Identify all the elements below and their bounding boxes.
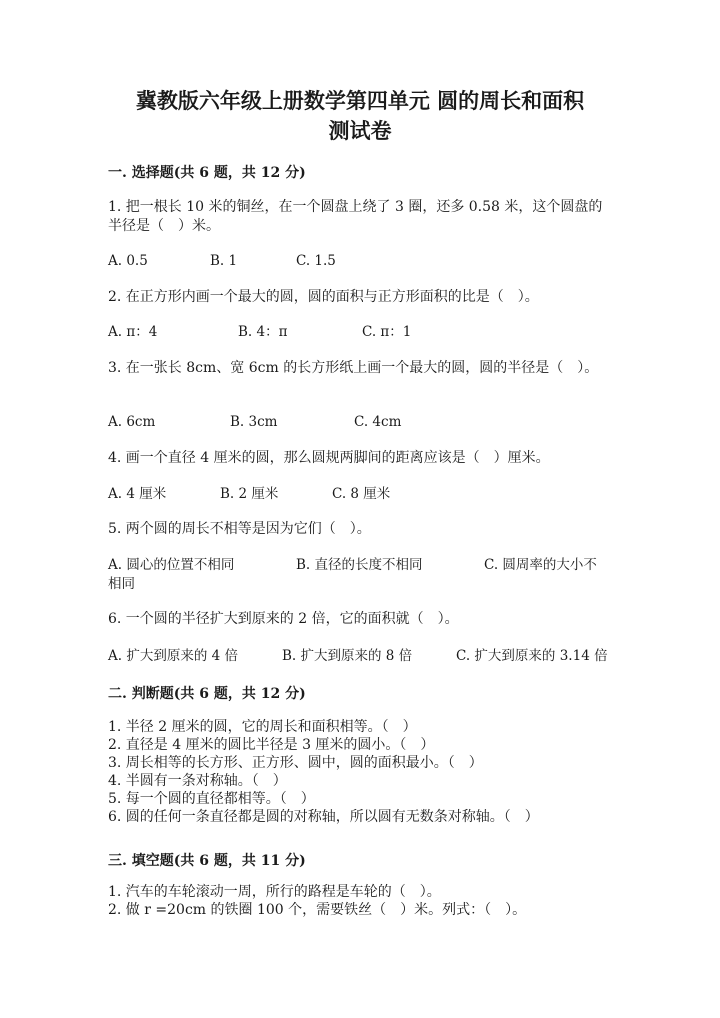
question-4-text: 4. 画一个直径 4 厘米的圆，那么圆规两脚间的距离应该是（ ）厘米。 bbox=[108, 450, 550, 466]
fill-item-2: 2. 做 r =20cm 的铁圈 100 个，需要铁丝（ ）米。列式：（ ）。 bbox=[108, 902, 527, 918]
question-1-option-b: B. 1 bbox=[210, 253, 238, 269]
question-6-option-c: C. 扩大到原来的 3.14 倍 bbox=[456, 648, 608, 664]
judge-item-5: 5. 每一个圆的直径都相等。（ ） bbox=[108, 791, 315, 807]
question-5-option-b: B. 直径的长度不相同 bbox=[296, 557, 423, 573]
question-4-option-c: C. 8 厘米 bbox=[332, 486, 391, 502]
question-3-option-c: C. 4cm bbox=[354, 414, 402, 430]
question-1-option-a: A. 0.5 bbox=[108, 253, 148, 269]
question-2-text: 2. 在正方形内画一个最大的圆，圆的面积与正方形面积的比是（ ）。 bbox=[108, 289, 539, 305]
question-2-option-c: C. π：1 bbox=[362, 324, 412, 340]
question-6-text: 6. 一个圆的半径扩大到原来的 2 倍，它的面积就（ ）。 bbox=[108, 611, 459, 627]
question-1-text: 1. 把一根长 10 米的铜丝，在一个圆盘上绕了 3 圈，还多 0.58 米，这个圆盘的 bbox=[108, 199, 603, 215]
judge-item-1: 1. 半径 2 厘米的圆，它的周长和面积相等。（ ） bbox=[108, 719, 417, 735]
question-5-option-c: C. 圆周率的大小不 bbox=[484, 557, 597, 573]
question-3-option-b: B. 3cm bbox=[230, 414, 278, 430]
question-5-option-a: A. 圆心的位置不相同 bbox=[108, 557, 235, 573]
fill-item-1: 1. 汽车的车轮滚动一周，所行的路程是车轮的（ ）。 bbox=[108, 884, 441, 900]
question-2-option-b: B. 4：π bbox=[238, 324, 288, 340]
judge-item-3: 3. 周长相等的长方形、正方形、圆中，圆的面积最小。（ ） bbox=[108, 755, 483, 771]
judge-item-6: 6. 圆的任何一条直径都是圆的对称轴，所以圆有无数条对称轴。（ ） bbox=[108, 809, 539, 825]
question-5-option-c-line2: 相同 bbox=[108, 576, 135, 592]
question-6-option-a: A. 扩大到原来的 4 倍 bbox=[108, 648, 239, 664]
section-heading-judge: 二. 判断题(共 6 题，共 12 分) bbox=[108, 686, 306, 702]
question-3-option-a: A. 6cm bbox=[108, 414, 156, 430]
question-1-option-c: C. 1.5 bbox=[296, 253, 336, 269]
page-title-line2: 测试卷 bbox=[328, 118, 392, 143]
question-4-option-b: B. 2 厘米 bbox=[220, 486, 279, 502]
question-5-text: 5. 两个圆的周长不相等是因为它们（ ）。 bbox=[108, 521, 371, 537]
question-4-option-a: A. 4 厘米 bbox=[108, 486, 167, 502]
page-title: 冀教版六年级上册数学第四单元 圆的周长和面积 bbox=[135, 88, 585, 113]
question-3-text: 3. 在一张长 8cm、宽 6cm 的长方形纸上画一个最大的圆，圆的半径是（ ）。 bbox=[108, 360, 599, 376]
question-6-option-b: B. 扩大到原来的 8 倍 bbox=[282, 648, 413, 664]
judge-item-2: 2. 直径是 4 厘米的圆比半径是 3 厘米的圆小。（ ） bbox=[108, 737, 435, 753]
question-1-text-line2: 半径是（ ）米。 bbox=[108, 218, 220, 234]
judge-item-4: 4. 半圆有一条对称轴。（ ） bbox=[108, 773, 287, 789]
section-heading-fill: 三. 填空题(共 6 题，共 11 分) bbox=[108, 853, 306, 869]
section-heading-choice: 一. 选择题(共 6 题，共 12 分) bbox=[108, 165, 306, 181]
question-2-option-a: A. π：4 bbox=[108, 324, 158, 340]
